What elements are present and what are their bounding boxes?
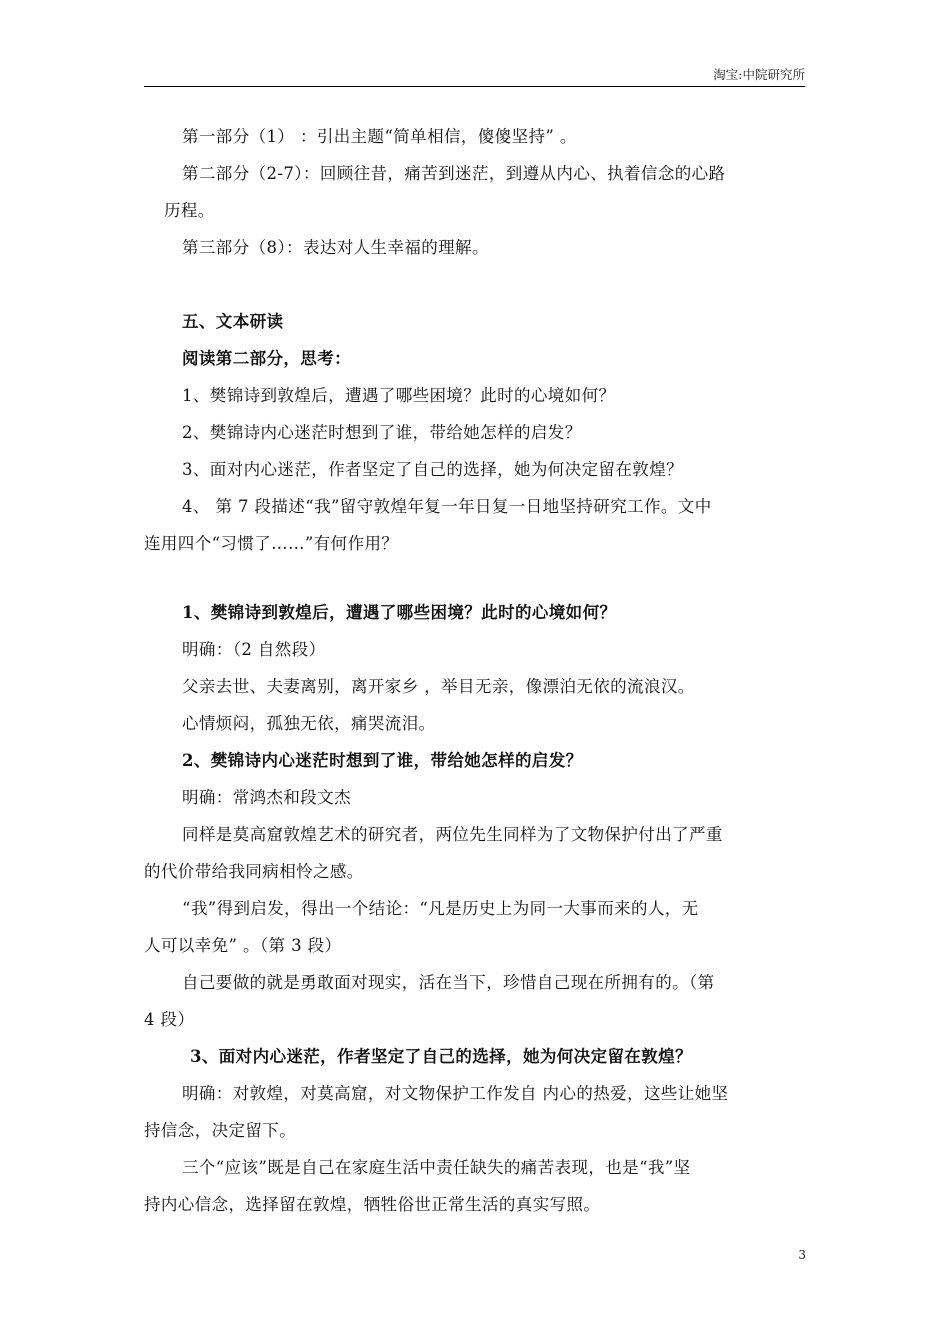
paragraph: 心情烦闷，孤独无依，痛哭流泪。 xyxy=(182,714,436,733)
paragraph: 持内心信念，选择留在敦煌，牺牲俗世正常生活的真实写照。 xyxy=(144,1195,601,1214)
paragraph: 明确：常鸿杰和段文杰 xyxy=(182,788,351,807)
question-item: 4、 第 7 段描述“我”留守敦煌年复一年日复一日地坚持研究工作。文中 xyxy=(182,497,712,516)
question-item: 1、樊锦诗到敦煌后，遭遇了哪些困境？此时的心境如何？ xyxy=(182,386,616,405)
paragraph: 明确：（2 自然段） xyxy=(182,640,326,659)
paragraph: 自己要做的就是勇敢面对现实，活在当下，珍惜自己现在所拥有的。（第 xyxy=(182,973,715,992)
page-header: 淘宝:中院研究所 xyxy=(144,66,805,87)
answer-heading: 3、面对内心迷茫，作者坚定了自己的选择，她为何决定留在敦煌？ xyxy=(190,1047,692,1066)
paragraph: 的代价带给我同病相怜之感。 xyxy=(144,862,364,881)
question-item: 连用四个“习惯了……”有何作用？ xyxy=(144,534,399,553)
answer-heading: 1、樊锦诗到敦煌后，遭遇了哪些困境？此时的心境如何？ xyxy=(182,603,617,622)
subheading: 阅读第二部分，思考： xyxy=(182,349,351,368)
paragraph: 第一部分（1） ：引出主题“简单相信，傻傻坚持” 。 xyxy=(182,127,577,146)
paragraph: 同样是莫高窟敦煌艺术的研究者，两位先生同样为了文物保护付出了严重 xyxy=(182,825,723,844)
paragraph: 第二部分（2-7）：回顾往昔，痛苦到迷茫，到遵从内心、执着信念的心路 xyxy=(182,164,726,183)
section-heading: 五、文本研读 xyxy=(182,312,284,331)
paragraph: “我”得到启发，得出一个结论：“凡是历史上为同一大事而来的人，无 xyxy=(182,899,699,918)
paragraph: 人可以幸免” 。（第 3 段） xyxy=(144,936,342,955)
paragraph: 第三部分（8）：表达对人生幸福的理解。 xyxy=(182,238,489,257)
page-number: 3 xyxy=(798,1248,806,1262)
paragraph: 三个“应该”既是自己在家庭生活中责任缺失的痛苦表现，也是“我”坚 xyxy=(182,1158,691,1177)
paragraph: 4 段） xyxy=(144,1010,195,1029)
question-item: 2、樊锦诗内心迷茫时想到了谁，带给她怎样的启发？ xyxy=(182,423,582,442)
paragraph: 父亲去世、夫妻离别，离开家乡 ，举目无亲，像漂泊无依的流浪汉。 xyxy=(182,677,695,696)
answer-heading: 2、樊锦诗内心迷茫时想到了谁，带给她怎样的启发？ xyxy=(182,751,583,770)
paragraph: 明确：对敦煌，对莫高窟，对文物保护工作发自 内心的热爱，这些让她坚 xyxy=(182,1084,729,1103)
question-item: 3、面对内心迷茫，作者坚定了自己的选择，她为何决定留在敦煌？ xyxy=(182,460,683,479)
paragraph: 历程。 xyxy=(164,201,215,220)
paragraph: 持信念，决定留下。 xyxy=(144,1121,297,1140)
